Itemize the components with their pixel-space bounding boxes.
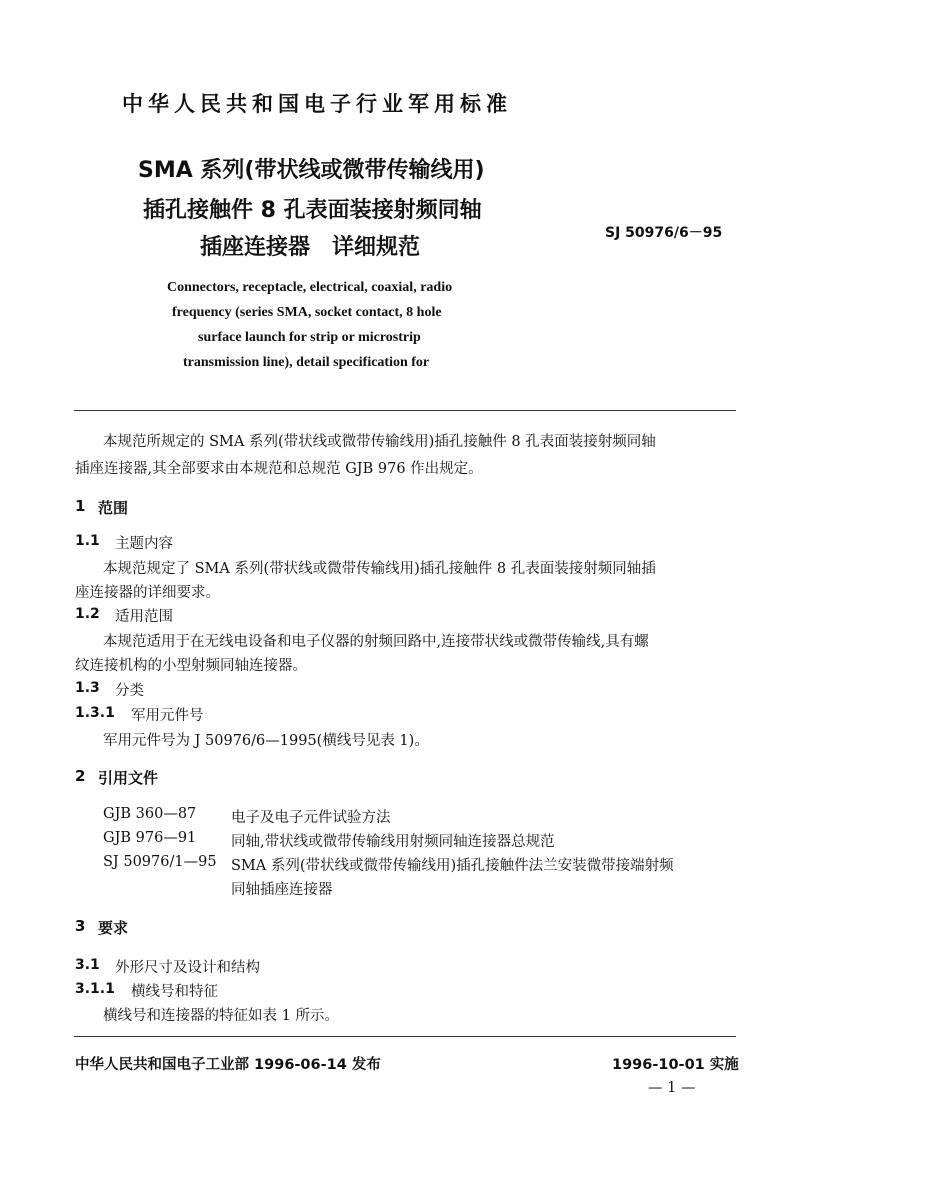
title-en-line3: surface launch for strip or microstrip bbox=[198, 330, 421, 345]
section-1-3-1-number: 1.3.1 bbox=[75, 705, 115, 721]
title-en-line1: Connectors, receptacle, electrical, coaxial, radio bbox=[167, 280, 453, 295]
section-1-number: 1 bbox=[75, 497, 86, 515]
section-1-2-text-line2: 纹连接机构的小型射频同轴连接器。 bbox=[75, 658, 307, 674]
section-1-2-number: 1.2 bbox=[75, 606, 100, 622]
title-en-line4: transmission line), detail specification for bbox=[183, 355, 430, 370]
reference-code: GJB 360—87 bbox=[103, 806, 197, 822]
section-3-1-1-number: 3.1.1 bbox=[75, 981, 115, 997]
title-cn-line1: SMA 系列(带状线或微带传输线用) bbox=[138, 158, 485, 183]
title-divider bbox=[74, 410, 736, 411]
section-1-title: 范围 bbox=[98, 499, 129, 517]
section-1-3-1-title: 军用元件号 bbox=[131, 708, 204, 724]
section-1-3-1-text: 军用元件号为 J 50976/6—1995(横线号见表 1)。 bbox=[103, 733, 429, 749]
section-3-1-1-text: 横线号和连接器的特征如表 1 所示。 bbox=[103, 1008, 339, 1024]
section-3-number: 3 bbox=[75, 917, 86, 935]
effective-date: 1996-10-01 实施 bbox=[612, 1057, 739, 1073]
section-3-1-title: 外形尺寸及设计和结构 bbox=[115, 960, 260, 976]
page-number: — 1 — bbox=[648, 1080, 696, 1096]
title-en-line2: frequency (series SMA, socket contact, 8 hole bbox=[172, 305, 442, 320]
section-1-1-text-line1: 本规范规定了 SMA 系列(带状线或微带传输线用)插孔接触件 8 孔表面装接射频同轴插 bbox=[103, 561, 656, 577]
reference-title-continued: 同轴插座连接器 bbox=[231, 882, 333, 898]
section-2-number: 2 bbox=[75, 767, 86, 785]
section-1-1-number: 1.1 bbox=[75, 533, 100, 549]
footer-divider bbox=[74, 1036, 736, 1037]
section-1-2-title: 适用范围 bbox=[115, 609, 173, 625]
section-3-title: 要求 bbox=[98, 919, 129, 937]
title-cn-line2: 插孔接触件 8 孔表面装接射频同轴 bbox=[143, 198, 482, 223]
reference-title: 电子及电子元件试验方法 bbox=[231, 810, 391, 826]
reference-title: SMA 系列(带状线或微带传输线用)插孔接触件法兰安装微带接端射频 bbox=[231, 858, 674, 874]
title-cn-line3: 插座连接器 详细规范 bbox=[200, 235, 421, 260]
intro-line1: 本规范所规定的 SMA 系列(带状线或微带传输线用)插孔接触件 8 孔表面装接射频同轴 bbox=[103, 434, 656, 450]
issued-date: 中华人民共和国电子工业部 1996-06-14 发布 bbox=[75, 1057, 381, 1073]
reference-code: SJ 50976/1—95 bbox=[103, 854, 217, 870]
section-1-1-title: 主题内容 bbox=[115, 536, 173, 552]
reference-title: 同轴,带状线或微带传输线用射频同轴连接器总规范 bbox=[231, 834, 555, 850]
section-1-3-title: 分类 bbox=[115, 683, 144, 699]
section-3-1-1-title: 横线号和特征 bbox=[131, 984, 218, 1000]
standard-number: SJ 50976/6－95 bbox=[605, 225, 723, 241]
section-1-1-text-line2: 座连接器的详细要求。 bbox=[75, 585, 220, 601]
intro-line2: 插座连接器,其全部要求由本规范和总规范 GJB 976 作出规定。 bbox=[75, 461, 483, 477]
reference-code: GJB 976—91 bbox=[103, 830, 197, 846]
issuing-standard-header: 中华人民共和国电子行业军用标准 bbox=[122, 92, 512, 116]
section-1-3-number: 1.3 bbox=[75, 680, 100, 696]
section-3-1-number: 3.1 bbox=[75, 957, 100, 973]
section-2-title: 引用文件 bbox=[98, 769, 159, 787]
section-1-2-text-line1: 本规范适用于在无线电设备和电子仪器的射频回路中,连接带状线或微带传输线,具有螺 bbox=[103, 634, 649, 650]
